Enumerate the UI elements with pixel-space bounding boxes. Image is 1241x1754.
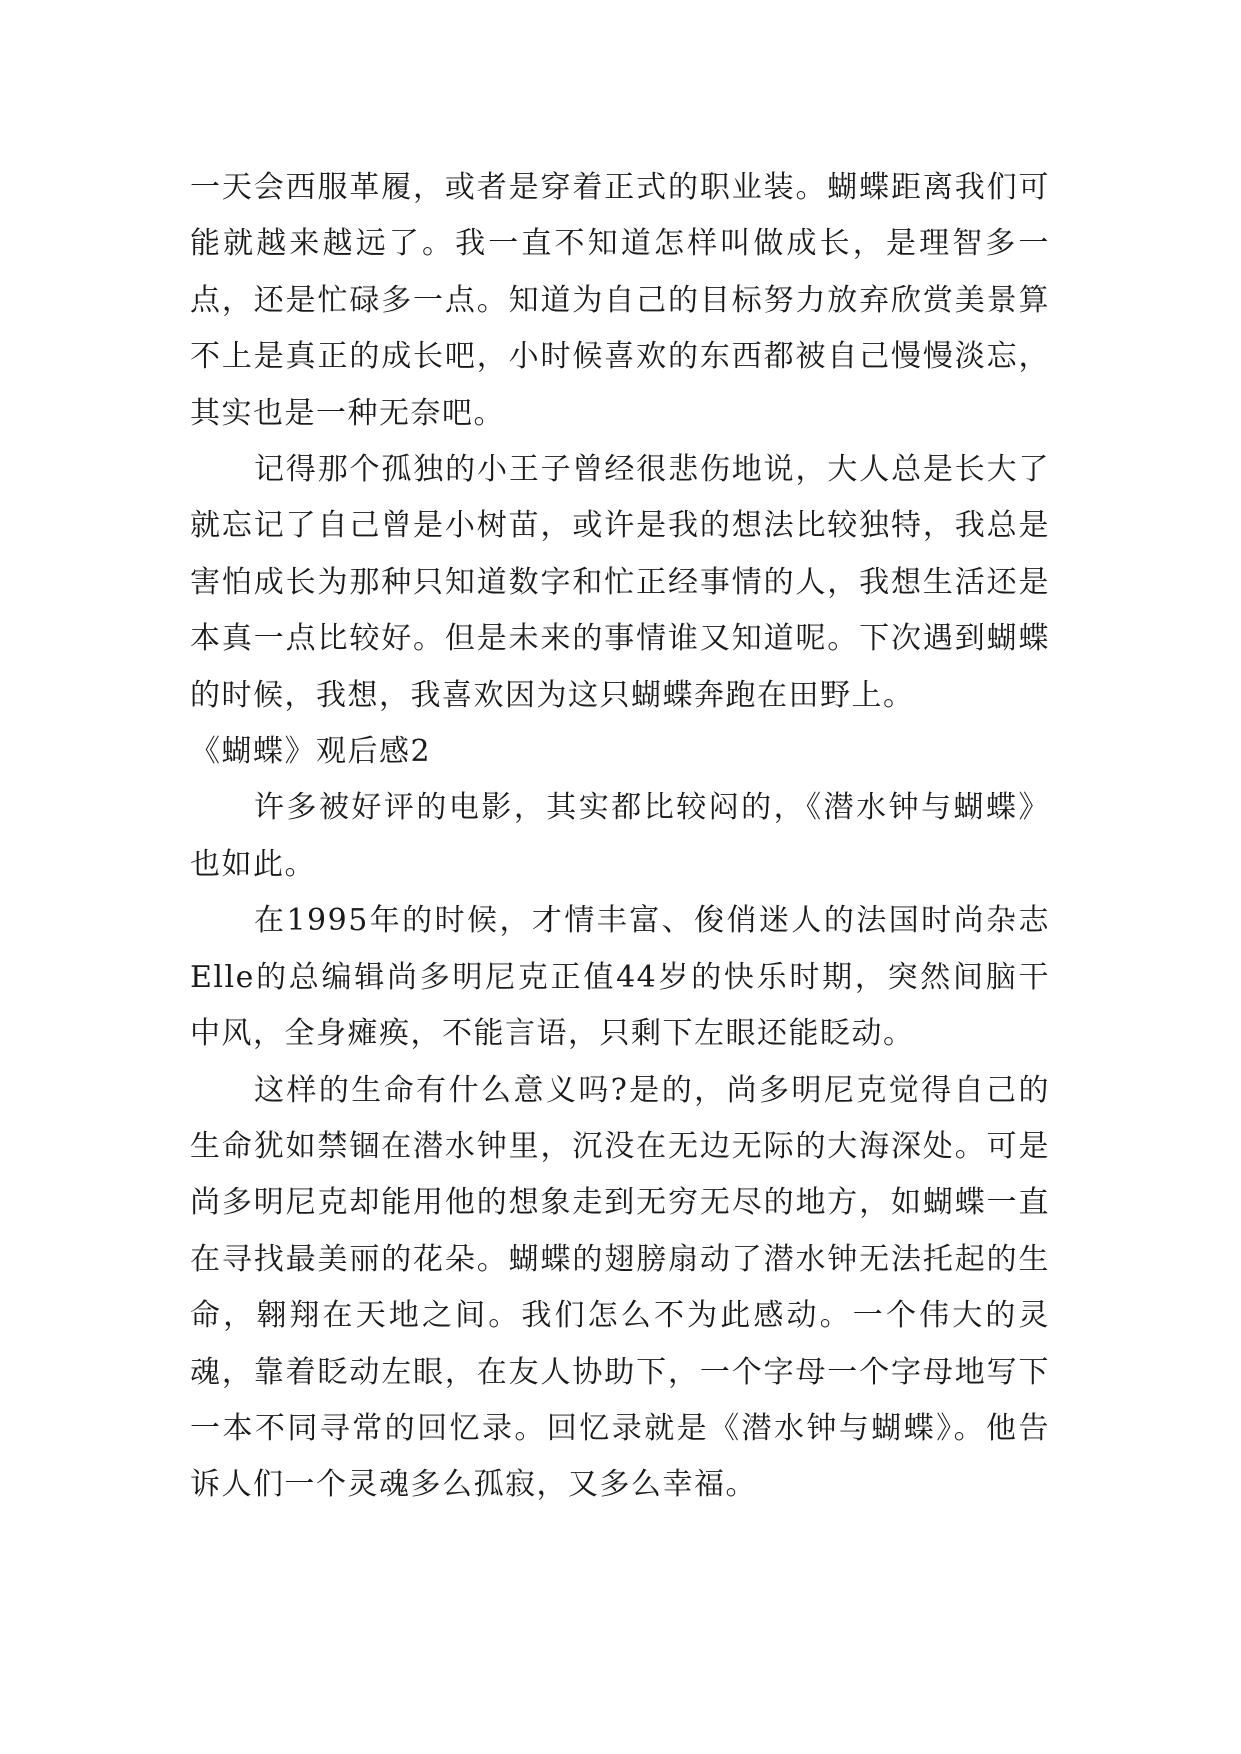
paragraph-meaning: 这样的生命有什么意义吗?是的，尚多明尼克觉得自己的生命犹如禁锢在潜水钟里，沉没在无边无际的大海深处。可是尚多明尼克却能用他的想象走到无穷无尽的地方，如蝴蝶一直在寻找最美丽的花朵。蝴蝶的翅膀扇动了潜水钟无法托起的生命，翱翔在天地之间。我们怎么不为此感动。一个伟大的灵魂，靠着眨动左眼，在友人协助下，一个字母一个字母地写下一本不同寻常的回忆录。回忆录就是《潜水钟与蝴蝶》。他告诉人们一个灵魂多么孤寂，又多么幸福。 [190,1072,1050,1503]
document-body [190,160,1050,1514]
paragraph-little-prince: 记得那个孤独的小王子曾经很悲伤地说，大人总是长大了就忘记了自己曾是小树苗，或许是我的想法比较独特，我总是害怕成长为那种只知道数字和忙正经事情的人，我想生活还是本真一点比较好。但是未来的事情谁又知道呢。下次遇到蝴蝶的时候，我想，我喜欢因为这只蝴蝶奔跑在田野上。 [190,452,1050,713]
paragraph-background: 在1995年的时候，才情丰富、俊俏迷人的法国时尚杂志Elle的总编辑尚多明尼克正值44岁的快乐时期，突然间脑干中风，全身瘫痪，不能言语，只剩下左眼还能眨动。 [190,903,1050,1052]
paragraph-continuation: 一天会西服革履，或者是穿着正式的职业装。蝴蝶距离我们可能就越来越远了。我一直不知道怎样叫做成长，是理智多一点，还是忙碌多一点。知道为自己的目标努力放弃欣赏美景算不上是真正的成长吧，小时候喜欢的东西都被自己慢慢淡忘，其实也是一种无奈吧。 [190,170,1050,431]
paragraph-intro: 许多被好评的电影，其实都比较闷的，《潜水钟与蝴蝶》也如此。 [190,790,1050,882]
section-heading: 《蝴蝶》观后感2 [190,734,432,770]
